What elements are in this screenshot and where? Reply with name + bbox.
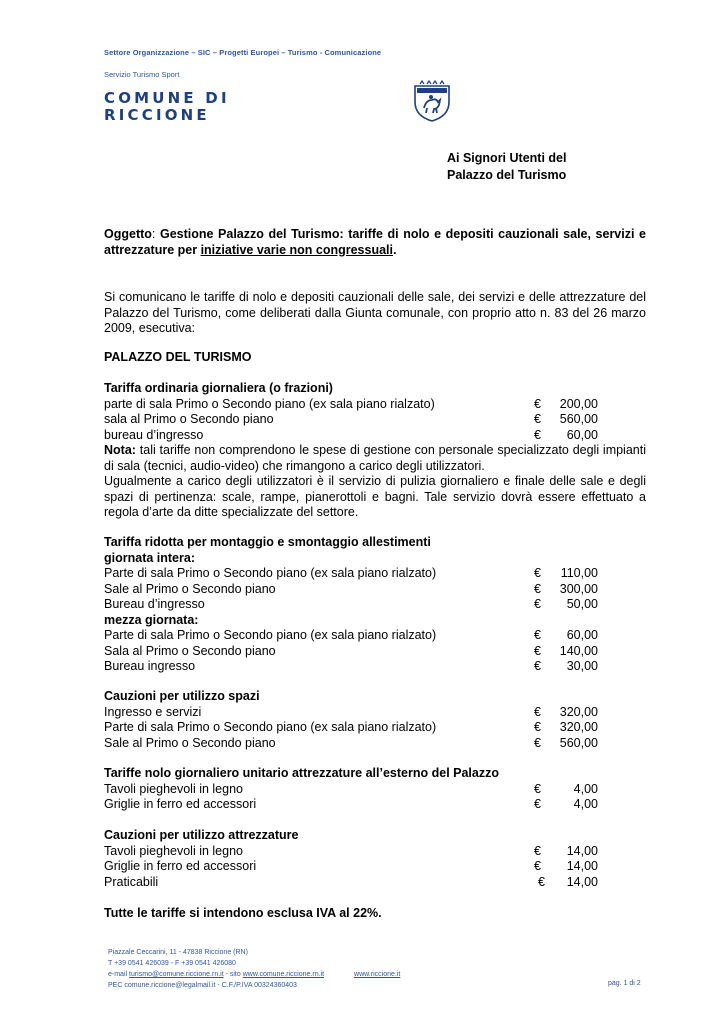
- note-text: tali tariffe non comprendono le spese di gestione con personale specializzato degli impianti di sala (tecnici, audio-video) che rimangono a carico degli utilizzatori.: [104, 443, 646, 473]
- currency-symbol: €: [534, 843, 541, 858]
- row-label: Sala al Primo o Secondo piano: [104, 643, 276, 658]
- subject-underlined: iniziative varie non congressuali: [200, 242, 393, 257]
- row-label: Parte di sala Primo o Secondo piano (ex sala piano rialzato): [104, 566, 437, 580]
- section-cauzioni-spazi: [104, 689, 646, 751]
- email-link[interactable]: turismo@comune.riccione.rn.it: [129, 971, 224, 978]
- table-row: [104, 782, 646, 798]
- cauzioni-attrezzature-title: Cauzioni per utilizzo attrezzature: [104, 828, 299, 842]
- recipient-line-2: Palazzo del Turismo: [447, 168, 567, 182]
- footer-pec: PEC comune.riccione@legalmail.it - C.F./P.IVA 00324360403: [108, 982, 297, 989]
- coat-of-arms-icon: [412, 80, 452, 122]
- row-amount: 60,00: [566, 628, 598, 642]
- recipient-block: [447, 150, 566, 184]
- intro-paragraph: Si comunicano le tariffe di nolo e depositi cauzionali delle sale, dei servizi e delle attrezzature del Palazzo del Turismo, come deliberati dalla Giunta comunale, con proprio atto n. 83 del 26 marzo 2009, esecutiva:: [104, 290, 646, 335]
- table-row: [104, 720, 646, 736]
- currency-symbol: €: [534, 659, 541, 673]
- row-label: Ingresso e servizi: [104, 704, 202, 719]
- row-label: Tavoli pieghevoli in legno: [104, 781, 243, 796]
- logo-line-1: COMUNE DI: [104, 89, 230, 107]
- row-amount: 14,00: [566, 843, 598, 858]
- currency-symbol: €: [534, 581, 541, 596]
- subject-paragraph: [104, 227, 646, 258]
- subject-label: Oggetto: [104, 227, 152, 241]
- row-label: bureau d’ingresso: [104, 427, 204, 442]
- footer-phone: T +39 0541 426039 - F +39 0541 426080: [108, 960, 236, 967]
- table-row: [104, 412, 646, 428]
- row-label: Griglie in ferro ed accessori: [104, 859, 257, 873]
- row-label: Griglie in ferro ed accessori: [104, 797, 257, 811]
- row-label: Parte di sala Primo o Secondo piano (ex sala piano rialzato): [104, 720, 437, 734]
- main-heading: PALAZZO DEL TURISMO: [104, 350, 252, 364]
- nolo-attrezzature-title: Tariffe nolo giornaliero unitario attrezzature all’esterno del Palazzo: [104, 766, 499, 780]
- row-label: Bureau ingresso: [104, 659, 196, 673]
- table-row: [104, 428, 646, 444]
- footer-web: [108, 969, 400, 980]
- ridotta-subtitle-full-day: giornata intera:: [104, 550, 195, 565]
- row-label: parte di sala Primo o Secondo piano (ex sala piano rialzato): [104, 396, 435, 411]
- subject-end: .: [393, 242, 397, 257]
- row-amount: 60,00: [566, 427, 598, 442]
- table-row: [104, 736, 646, 752]
- currency-symbol: €: [534, 628, 541, 642]
- currency-symbol: €: [534, 704, 541, 719]
- subject-text: Gestione Palazzo del Turismo: tariffe di nolo e depositi cauzionali sale, servizi e attrezzature per: [104, 227, 646, 257]
- currency-symbol: €: [534, 412, 541, 426]
- currency-symbol: €: [534, 781, 541, 796]
- table-row: [104, 705, 646, 721]
- site-link-2[interactable]: www.riccione.it: [354, 971, 401, 978]
- currency-symbol: €: [534, 720, 541, 734]
- table-row: [104, 859, 646, 875]
- row-label: Praticabili: [104, 874, 159, 889]
- row-label: Parte di sala Primo o Secondo piano (ex sala piano rialzato): [104, 628, 437, 642]
- row-amount: 50,00: [566, 597, 598, 611]
- table-row: [104, 844, 646, 860]
- row-amount: 320,00: [559, 704, 598, 719]
- email-prefix: e-mail: [108, 971, 130, 978]
- row-amount: 560,00: [559, 735, 598, 750]
- section-ridotta: [104, 535, 646, 675]
- currency-symbol: €: [534, 643, 541, 658]
- row-amount: 4,00: [573, 781, 598, 796]
- subject-separator: :: [151, 227, 160, 241]
- row-label: Sale al Primo o Secondo piano: [104, 735, 276, 750]
- row-amount: 14,00: [566, 859, 598, 873]
- row-amount: 30,00: [566, 659, 598, 673]
- currency-symbol: €: [534, 735, 541, 750]
- iva-note: Tutte le tariffe si intendono esclusa IVA al 22%.: [104, 906, 382, 920]
- site-link[interactable]: www.comune.riccione.rn.it: [242, 971, 325, 978]
- logo-line-2: RICCIONE: [104, 106, 210, 124]
- table-row: [104, 397, 646, 413]
- table-row: [104, 644, 646, 660]
- currency-symbol: €: [534, 859, 541, 873]
- ordinaria-title: Tariffa ordinaria giornaliera (o frazioni): [104, 381, 333, 395]
- table-row: [104, 659, 646, 675]
- section-nolo-attrezzature: [104, 766, 646, 813]
- table-row: [104, 628, 646, 644]
- comune-logo-text: [104, 90, 230, 124]
- table-row: [104, 582, 646, 598]
- currency-symbol: €: [538, 874, 545, 889]
- note-label: Nota:: [104, 443, 136, 457]
- table-row: [104, 597, 646, 613]
- service-header: Servizio Turismo Sport: [104, 70, 180, 79]
- table-row: [104, 797, 646, 813]
- row-label: Bureau d’ingresso: [104, 597, 205, 611]
- cauzioni-spazi-title: Cauzioni per utilizzo spazi: [104, 689, 260, 703]
- currency-symbol: €: [534, 427, 541, 442]
- table-row: [104, 566, 646, 582]
- footer-address: Piazzale Ceccarini, 11 - 47838 Riccione (RN): [108, 949, 248, 956]
- row-label: Tavoli pieghevoli in legno: [104, 843, 243, 858]
- row-label: sala al Primo o Secondo piano: [104, 412, 274, 426]
- row-amount: 300,00: [559, 581, 598, 596]
- row-label: Sale al Primo o Secondo piano: [104, 581, 276, 596]
- row-amount: 560,00: [559, 412, 598, 426]
- section-ordinaria: [104, 381, 646, 521]
- department-header: Settore Organizzazione – SIC – Progetti Europei – Turismo - Comunicazione: [104, 48, 382, 57]
- row-amount: 4,00: [573, 797, 598, 811]
- row-amount: 14,00: [566, 874, 598, 889]
- currency-symbol: €: [534, 797, 541, 811]
- page-number: pag. 1 di 2: [608, 980, 641, 987]
- note-paragraph: [104, 443, 646, 474]
- row-amount: 320,00: [559, 720, 598, 734]
- recipient-line-1: Ai Signori Utenti del: [447, 151, 567, 165]
- row-amount: 110,00: [560, 566, 598, 580]
- site-prefix: - sito: [223, 971, 243, 978]
- currency-symbol: €: [534, 566, 541, 580]
- ridotta-title: Tariffa ridotta per montaggio e smontaggio allestimenti: [104, 535, 431, 549]
- ridotta-subtitle-half-day: mezza giornata:: [104, 612, 199, 627]
- row-amount: 200,00: [559, 396, 598, 411]
- note-paragraph-2: Ugualmente a carico degli utilizzatori è il servizio di pulizia giornaliero e finale delle sale e degli spazi di pertinenza: scale, rampe, pianerottoli e bagni. Tale servizio dovrà essere effettuato a regola d’arte da ditte specializzate del settore.: [104, 474, 646, 519]
- row-amount: 140,00: [559, 643, 598, 658]
- table-row: [104, 875, 646, 891]
- currency-symbol: €: [534, 396, 541, 411]
- section-cauzioni-attrezzature: [104, 828, 646, 890]
- currency-symbol: €: [534, 597, 541, 611]
- footer-contacts: [108, 947, 400, 991]
